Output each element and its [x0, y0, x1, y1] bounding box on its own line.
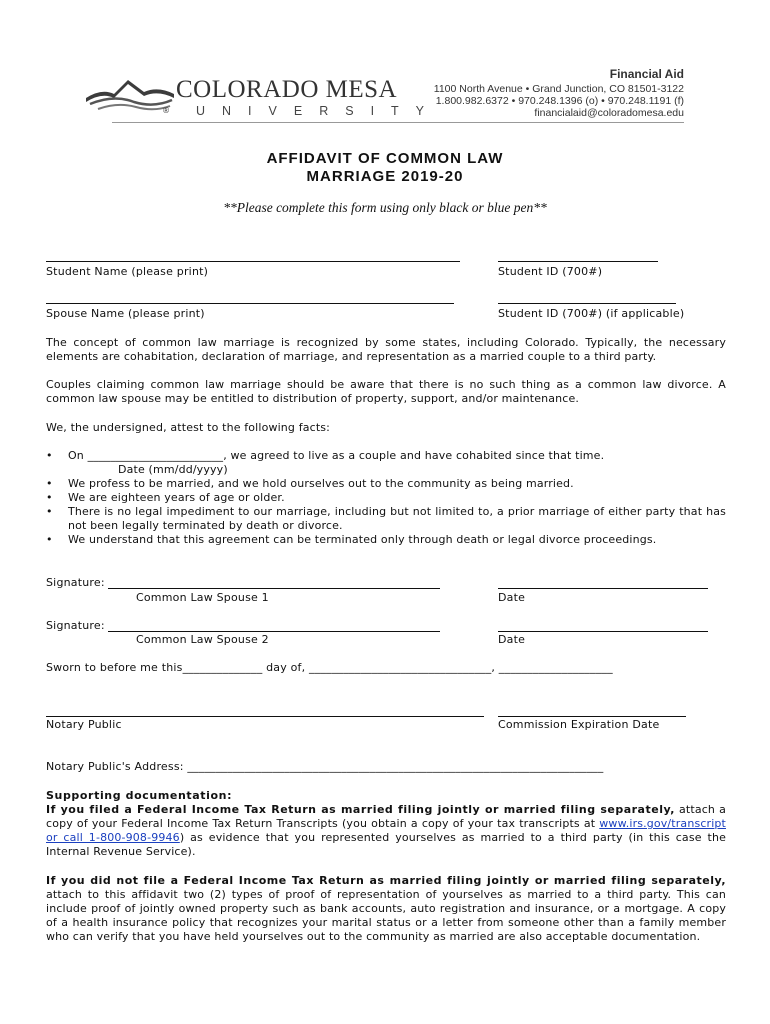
student-id-label: Student ID (700#)	[498, 265, 603, 278]
paragraph-concept: The concept of common law marriage is recognized by some states, including Colorado. Typically, the necessary elements are cohabitation, declaration of marriage, and representation as a married couple to a third party.	[46, 336, 726, 363]
student-name-label: Student Name (please print)	[46, 265, 209, 278]
notary-public-label: Notary Public	[46, 718, 122, 731]
date-line-2[interactable]	[498, 631, 708, 632]
student-id-line[interactable]	[498, 261, 658, 262]
date-caption: Date (mm/dd/yyyy)	[118, 463, 228, 476]
dept-name: Financial Aid	[609, 67, 684, 81]
supporting-paragraph-not-filed: If you did not file a Federal Income Tax Return as married filing jointly or married filing separately, attach to this affidavit two (2) types of proof of representation of yourselves as married to a third party. This can include proof of jointly owned property such as bank accounts, auto registration and insurance, or a mortgage. A copy of a health insurance policy that recognizes your marital status or a letter from someone other than a family member who can verify that you have held yourselves out to the community as married are also acceptable documentation.	[46, 874, 726, 943]
phone-line: 1.800.982.6372 • 970.248.1396 (o) • 970.248.1191 (f)	[435, 95, 684, 107]
notary-signature-line[interactable]	[46, 716, 484, 717]
date-caption-2: Date	[498, 633, 526, 646]
date-line-1[interactable]	[498, 588, 708, 589]
supporting-heading: Supporting documentation:	[46, 789, 233, 802]
spouse-id-label: Student ID (700#) (if applicable)	[498, 307, 685, 320]
signature-line-2[interactable]	[108, 631, 440, 632]
form-instruction: **Please complete this form using only black or blue pen**	[223, 200, 547, 215]
filed-jointly-bold: If you filed a Federal Income Tax Return as married filing jointly or married filing separately,	[46, 803, 675, 816]
spouse2-caption: Common Law Spouse 2	[136, 633, 269, 646]
supporting-paragraph-filed: If you filed a Federal Income Tax Return as married filing jointly or married filing separately, attach a copy of your Federal Income Tax Return Transcripts (you obtain a copy of your tax transcripts at www.irs.gov/transcript or call 1-800-908-9946) as evidence that you represented yourselves as married to a third party (in this case the Internal Revenue Service).	[46, 803, 727, 858]
spouse-id-line[interactable]	[498, 303, 676, 304]
spouse-name-line[interactable]	[46, 303, 454, 304]
paragraph-divorce: Couples claiming common law marriage should be aware that there is no such thing as a common law divorce. A common law spouse may be entitled to distribution of property, support, and/or maintenance.	[46, 378, 726, 405]
form-title-line2: MARRIAGE 2019-20	[306, 168, 464, 185]
logo-subtitle: UNIVERSITY	[196, 104, 442, 118]
irs-transcript-link[interactable]: www.irs.gov/transcript or call 1-800-908-9946	[46, 817, 726, 844]
email-line: financialaid@coloradomesa.edu	[534, 107, 684, 119]
facts-list	[46, 449, 726, 547]
fact-impediment: • There is no legal impediment to our marriage, including but not limited to, a prior marriage of either party that has not been legally terminated by death or divorce.	[46, 505, 726, 533]
fact-age: • We are eighteen years of age or older.	[46, 491, 726, 505]
commission-date-label: Commission Expiration Date	[498, 718, 660, 731]
university-logo	[84, 70, 442, 122]
spouse-name-label: Spouse Name (please print)	[46, 307, 205, 320]
fact-cohabitation: • On ________________________, we agreed to live as a couple and have cohabited since that time. Date (mm/dd/yyyy)	[46, 449, 726, 477]
notary-address-field[interactable]: Notary Public's Address: _________________________________________________________________________	[46, 760, 604, 773]
registered-mark: ®	[162, 106, 170, 115]
header-divider	[112, 122, 684, 123]
student-name-line[interactable]	[46, 261, 460, 262]
signature-label-1: Signature:	[46, 576, 105, 589]
fact-termination: • We understand that this agreement can be terminated only through death or legal divorce proceedings.	[46, 533, 726, 547]
address-line: 1100 North Avenue • Grand Junction, CO 81501-3122	[433, 83, 684, 95]
not-filed-bold: If you did not file a Federal Income Tax Return as married filing jointly or married filing separately,	[46, 874, 726, 887]
sworn-statement[interactable]: Sworn to before me this______________ day of, ________________________________, ____________________	[46, 661, 613, 674]
logo-name: COLORADO MESA	[176, 76, 398, 103]
signature-line-1[interactable]	[108, 588, 440, 589]
commission-date-line[interactable]	[498, 716, 686, 717]
date-caption-1: Date	[498, 591, 526, 604]
spouse1-caption: Common Law Spouse 1	[136, 591, 269, 604]
form-title-line1: AFFIDAVIT OF COMMON LAW	[266, 150, 504, 167]
attest-statement: We, the undersigned, attest to the following facts:	[46, 421, 331, 434]
cohabitation-date-blank[interactable]: ________________________	[87, 449, 224, 462]
header-contact	[424, 68, 684, 119]
signature-label-2: Signature:	[46, 619, 105, 632]
fact-profess: • We profess to be married, and we hold ourselves out to the community as being married.	[46, 477, 726, 491]
